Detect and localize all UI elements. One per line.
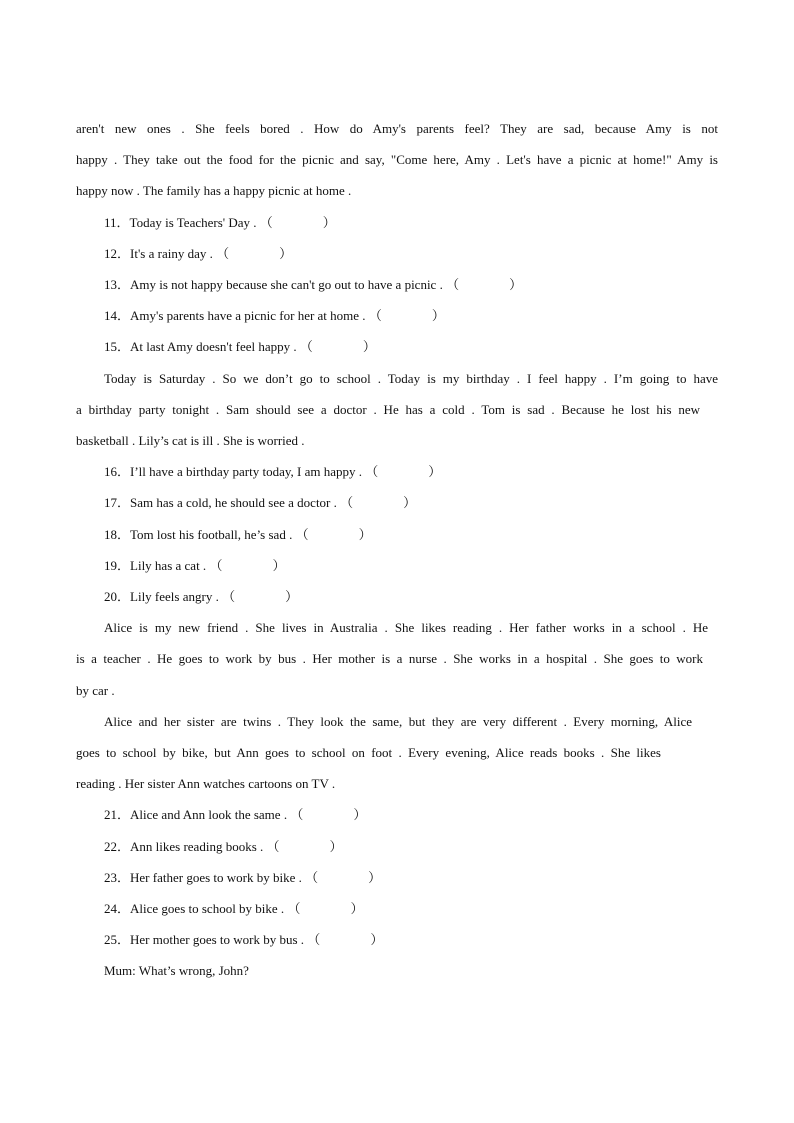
question-number: 21． xyxy=(104,807,131,822)
question-16 xyxy=(104,464,441,480)
answer-close-paren: ） xyxy=(353,807,367,822)
answer-close-paren: ） xyxy=(329,839,343,854)
question-number: 16． xyxy=(104,464,131,479)
question-number: 17． xyxy=(104,495,131,510)
question-text: Ann likes reading books . xyxy=(130,839,264,854)
question-14 xyxy=(104,308,445,324)
question-number: 11． xyxy=(104,215,130,230)
answer-open-paren: （ xyxy=(365,464,379,479)
answer-close-paren: ） xyxy=(322,215,336,230)
answer-open-paren: （ xyxy=(266,839,280,854)
question-text: Lily feels angry . xyxy=(130,589,219,604)
question-text: Her father goes to work by bike . xyxy=(130,870,302,885)
question-19 xyxy=(104,558,285,574)
answer-close-paren: ） xyxy=(272,558,286,573)
answer-open-paren: （ xyxy=(368,308,382,323)
answer-close-paren: ） xyxy=(285,589,299,604)
answer-open-paren: （ xyxy=(287,901,301,916)
question-text: Alice and Ann look the same . xyxy=(130,807,288,822)
question-number: 14． xyxy=(104,308,131,323)
passage-1-line-1: aren't new ones . She feels bored . How do Amy's parents feel? They are sad, because Amy is not xyxy=(76,121,718,136)
question-number: 12． xyxy=(104,246,131,261)
question-25 xyxy=(104,932,383,948)
question-text: Alice goes to school by bike . xyxy=(130,901,285,916)
question-number: 20． xyxy=(104,589,131,604)
question-number: 19． xyxy=(104,558,131,573)
question-13 xyxy=(104,277,522,293)
passage-2-line-1: Today is Saturday . So we don’t go to school . Today is my birthday . I feel happy . I’m going to have xyxy=(104,371,718,386)
passage-4-line-1: Alice and her sister are twins . They look the same, but they are very different . Every morning, Alice xyxy=(104,714,692,729)
answer-open-paren: （ xyxy=(340,495,354,510)
question-text: At last Amy doesn't feel happy . xyxy=(130,339,297,354)
question-11 xyxy=(104,215,336,231)
answer-close-paren: ） xyxy=(350,901,364,916)
answer-open-paren: （ xyxy=(216,246,230,261)
question-number: 25． xyxy=(104,932,131,947)
answer-open-paren: （ xyxy=(305,870,319,885)
answer-close-paren: ） xyxy=(358,527,372,542)
passage-2-line-3: basketball . Lily’s cat is ill . She is worried . xyxy=(76,433,305,448)
question-text: Lily has a cat . xyxy=(130,558,207,573)
passage-3-line-3: by car . xyxy=(76,683,115,698)
question-22 xyxy=(104,839,343,855)
answer-open-paren: （ xyxy=(295,527,309,542)
question-21 xyxy=(104,807,366,823)
passage-3-line-2: is a teacher . He goes to work by bus . Her mother is a nurse . She works in a hospital . She goes to work xyxy=(76,651,703,666)
answer-close-paren: ） xyxy=(431,308,445,323)
question-text: I’ll have a birthday party today, I am happy . xyxy=(130,464,363,479)
answer-close-paren: ） xyxy=(428,464,442,479)
question-number: 22． xyxy=(104,839,131,854)
answer-close-paren: ） xyxy=(368,870,382,885)
question-24 xyxy=(104,901,363,917)
question-number: 23． xyxy=(104,870,131,885)
question-text: Her mother goes to work by bus . xyxy=(130,932,305,947)
answer-open-paren: （ xyxy=(259,215,273,230)
question-12 xyxy=(104,246,292,262)
answer-close-paren: ） xyxy=(403,495,417,510)
question-text: Amy's parents have a picnic for her at home . xyxy=(130,308,366,323)
answer-open-paren: （ xyxy=(299,339,313,354)
passage-4-line-3: reading . Her sister Ann watches cartoons on TV . xyxy=(76,776,336,791)
answer-close-paren: ） xyxy=(279,246,293,261)
question-text: Amy is not happy because she can't go out to have a picnic . xyxy=(130,277,443,292)
question-number: 24． xyxy=(104,901,131,916)
question-text: Today is Teachers' Day . xyxy=(129,215,257,230)
question-number: 18． xyxy=(104,527,131,542)
answer-open-paren: （ xyxy=(290,807,304,822)
answer-close-paren: ） xyxy=(370,932,384,947)
question-text: It's a rainy day . xyxy=(130,246,213,261)
dialogue-line-1: Mum: What’s wrong, John? xyxy=(104,963,249,978)
answer-close-paren: ） xyxy=(509,277,523,292)
question-text: Tom lost his football, he’s sad . xyxy=(130,527,293,542)
answer-open-paren: （ xyxy=(307,932,321,947)
passage-2-line-2: a birthday party tonight . Sam should see a doctor . He has a cold . Tom is sad . Because he lost his new xyxy=(76,402,700,417)
question-15 xyxy=(104,339,376,355)
question-18 xyxy=(104,527,372,543)
question-number: 15． xyxy=(104,339,131,354)
answer-open-paren: （ xyxy=(446,277,460,292)
passage-1-line-2: happy . They take out the food for the picnic and say, "Come here, Amy . Let's have a picnic at home!" Amy is xyxy=(76,152,718,167)
passage-3-line-1: Alice is my new friend . She lives in Australia . She likes reading . Her father works in a school . He xyxy=(104,620,708,635)
question-23 xyxy=(104,870,381,886)
answer-open-paren: （ xyxy=(222,589,236,604)
question-text: Sam has a cold, he should see a doctor . xyxy=(130,495,337,510)
question-17 xyxy=(104,495,416,511)
question-number: 13． xyxy=(104,277,131,292)
answer-open-paren: （ xyxy=(209,558,223,573)
passage-4-line-2: goes to school by bike, but Ann goes to school on foot . Every evening, Alice reads books . She likes xyxy=(76,745,661,760)
question-20 xyxy=(104,589,298,605)
answer-close-paren: ） xyxy=(362,339,376,354)
passage-1-line-3: happy now . The family has a happy picnic at home . xyxy=(76,183,352,198)
